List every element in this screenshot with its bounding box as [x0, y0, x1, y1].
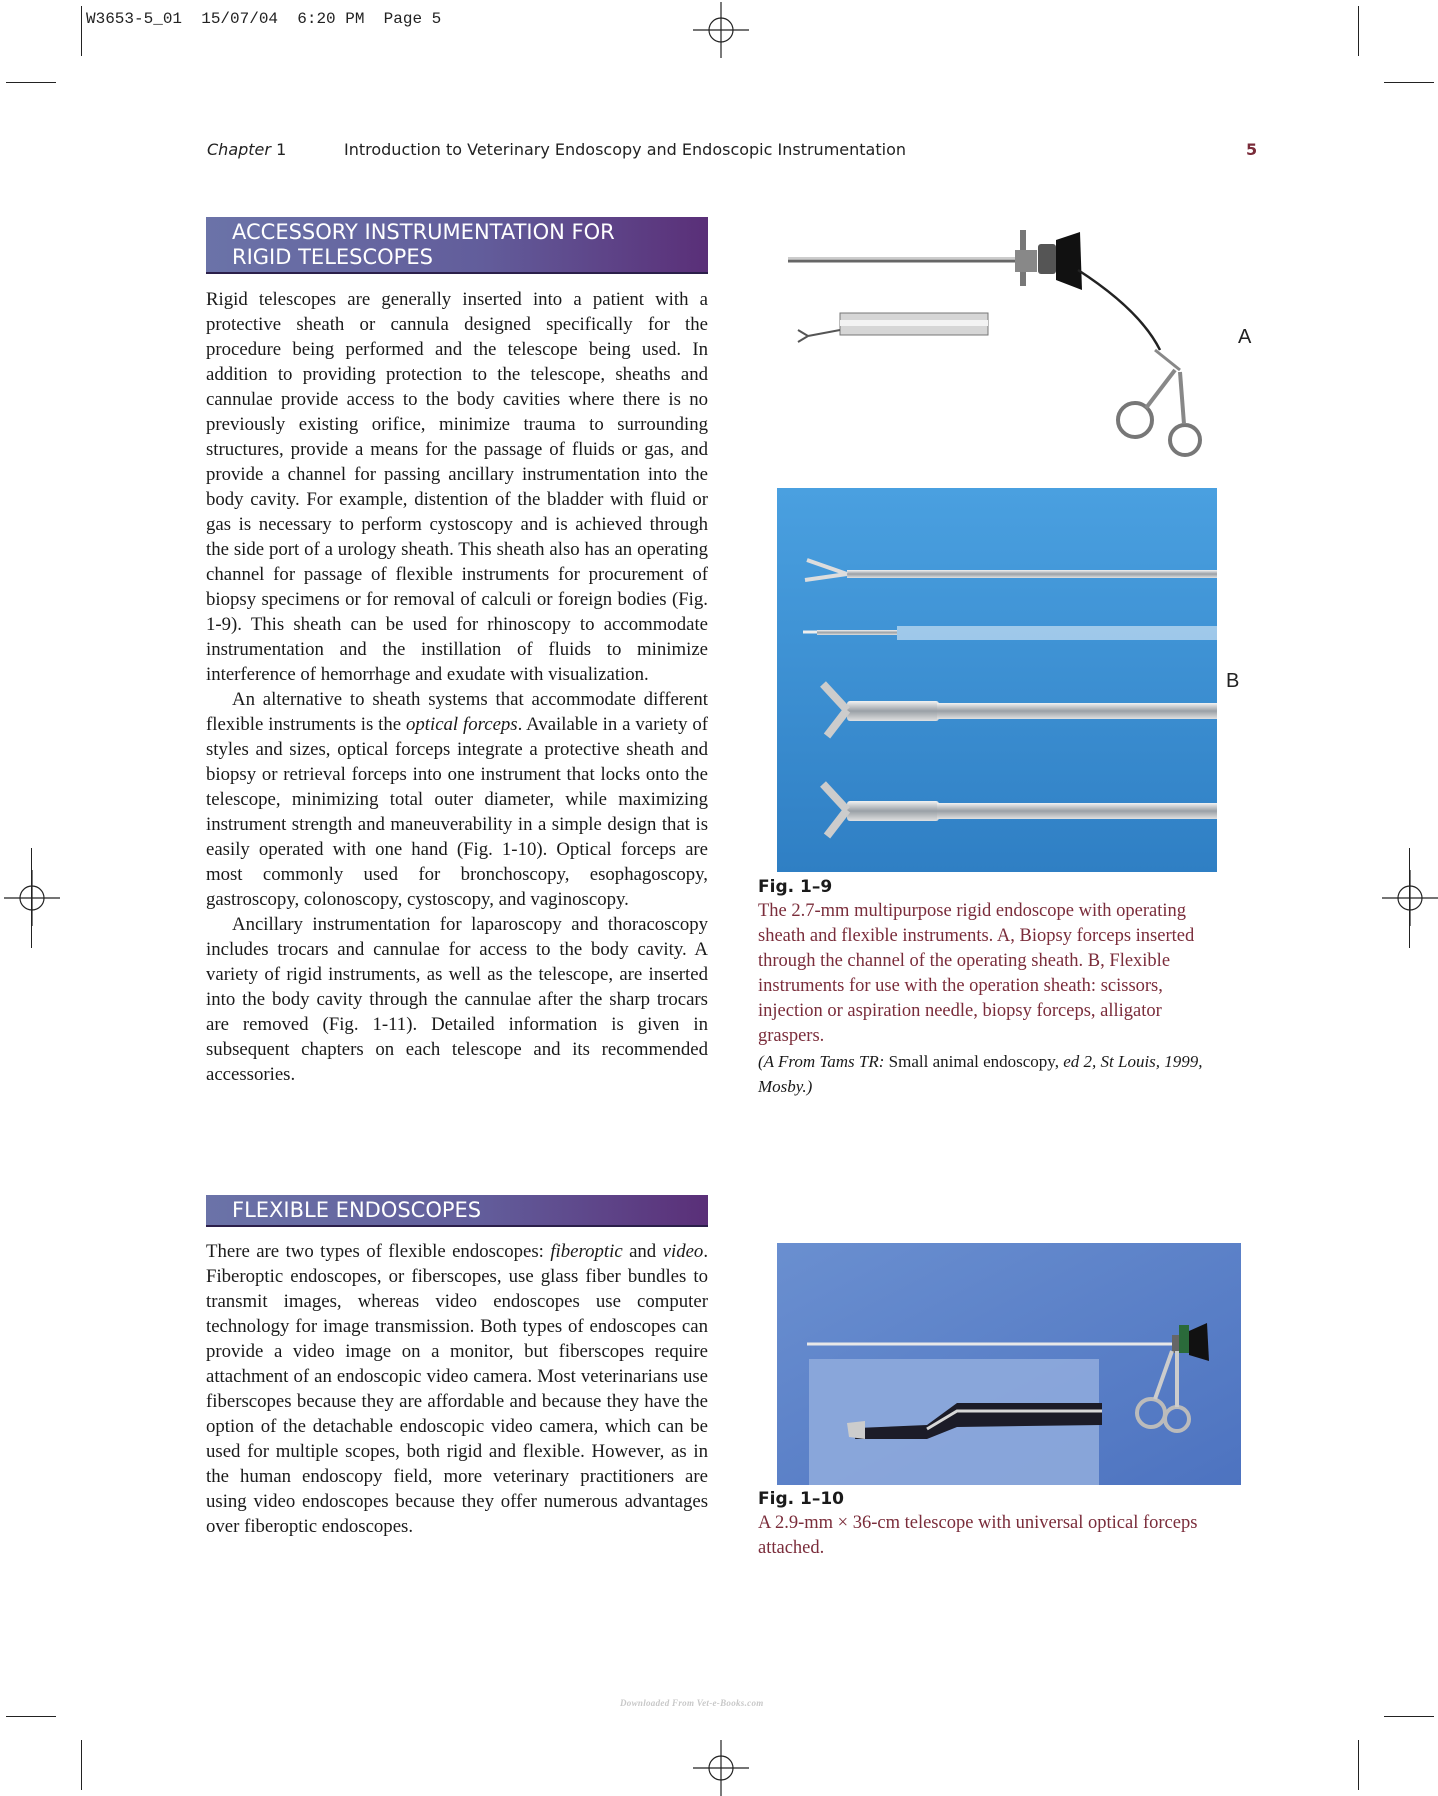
- figure-caption-text: The 2.7-mm multipurpose rigid endoscope with operating sheath and flexible instruments. A, Biopsy forceps inserted through the channel of the operating sheath. B, Flexible instruments for use with the operation sheath: scissors, injection or aspiration needle, biopsy forceps, alligator graspers.: [758, 901, 1195, 1046]
- body-column-section1: [206, 287, 708, 1087]
- running-head-title: Introduction to Veterinary Endoscopy and Endoscopic Instrumentation: [344, 140, 906, 159]
- figure-label-b: B: [1226, 670, 1240, 692]
- section-heading-accessory: [206, 217, 708, 274]
- figure-label-a: A: [1238, 326, 1252, 348]
- heading-line: ACCESSORY INSTRUMENTATION FOR: [232, 220, 615, 244]
- citation-part: (A From Tams TR:: [758, 1052, 889, 1071]
- section-heading-flexible: [206, 1195, 708, 1227]
- figure-1-9-caption: [758, 877, 1213, 1099]
- figure-1-10-caption: [758, 1489, 1213, 1561]
- figure-caption-text: A 2.9-mm × 36-cm telescope with universal optical forceps attached.: [758, 1513, 1198, 1558]
- running-head-chapter: [207, 140, 286, 159]
- crop-mark: [31, 848, 32, 948]
- crop-mark: [1384, 82, 1434, 83]
- paragraph: [206, 1239, 708, 1539]
- crop-mark: [1358, 6, 1359, 56]
- text-run: An alternative to sheath systems that accommodate different flexible instruments is the: [206, 689, 708, 735]
- paragraph: Rigid telescopes are generally inserted into a patient with a protective sheath or cannula designed specifically for the procedure being performed and the telescope being used. In addition to providing protection to the telescope, sheaths and cannulae provide access to the body cavities where there is no previously existing orifice, minimize trauma to surrounding structures, provide a means for the passage of fluids or gas, and provide a channel for passing ancillary instrumentation into the body cavity. For example, distention of the bladder with fluid or gas is necessary to perform cystoscopy and is achieved through the side port of a urology sheath. This sheath also has an operating channel for passage of flexible instruments for procurement of biopsy specimens or for removal of calculi or foreign bodies (Fig. 1-9). This sheath can be used for rhinoscopy to accommodate instrumentation and the instillation of fluids to minimize interference of hemorrhage and exudate with visualization.: [206, 289, 708, 685]
- italic-term: fiberoptic: [550, 1241, 623, 1262]
- figure-heading: Fig. 1–9: [758, 877, 833, 897]
- crop-mark: [81, 6, 82, 56]
- text-run: and: [622, 1241, 663, 1262]
- paragraph: [206, 687, 708, 912]
- crop-mark: [1409, 848, 1410, 948]
- registration-mark: [1382, 870, 1438, 926]
- crop-mark: [81, 1740, 82, 1790]
- citation-book-title: Small animal endoscopy,: [888, 1052, 1059, 1071]
- text-run: There are two types of flexible endoscopes:: [206, 1241, 551, 1262]
- page-number: 5: [1246, 140, 1258, 159]
- chapter-word: Chapter: [207, 140, 271, 159]
- crop-mark: [6, 1716, 56, 1717]
- watermark-text: Downloaded From Vet-e-Books.com: [620, 1698, 764, 1708]
- print-slug: W3653-5_01 15/07/04 6:20 PM Page 5: [86, 10, 442, 28]
- heading-line: FLEXIBLE ENDOSCOPES: [232, 1198, 482, 1222]
- crop-mark: [1384, 1716, 1434, 1717]
- figure-1-9b-instruments-photo: [777, 488, 1217, 872]
- crop-mark: [1358, 1740, 1359, 1790]
- chapter-number: 1: [276, 140, 287, 159]
- heading-line: RIGID TELESCOPES: [232, 245, 433, 269]
- figure-heading: Fig. 1–10: [758, 1489, 844, 1509]
- citation-part: ed 2, St Louis, 1999, Mosby.): [758, 1052, 1203, 1096]
- italic-term: optical forceps: [405, 714, 518, 735]
- figure-1-10-telescope-photo: [777, 1243, 1241, 1485]
- body-column-section2: [206, 1239, 708, 1539]
- italic-term: video: [662, 1241, 704, 1262]
- figure-1-9a-endoscope-photo: [780, 210, 1240, 470]
- paragraph: Ancillary instrumentation for laparoscopy and thoracoscopy includes trocars and cannulae for access to the body cavity. A variety of rigid instruments, as well as the telescope, are inserted into the body cavity through the cannulae after the sharp trocars are removed (Fig. 1-11). Detailed information is given in subsequent chapters on each telescope and its recommended accessories.: [206, 914, 708, 1085]
- text-run: . Fiberoptic endoscopes, or fiberscopes, use glass fiber bundles to transmit images, whereas video endoscopes use computer technology for image transmission. Both types of endoscopes can provide a video image on a monitor, but fiberscopes require attachment of an endoscopic video camera. Most veterinarians use fiberscopes because they are affordable and because they have the option of the detachable endoscopic video camera, which can be used for multiple scopes, both rigid and flexible. However, as in the human endoscopy field, more veterinary practitioners are using video endoscopes because they offer numerous advantages over fiberoptic endoscopes.: [206, 1241, 709, 1537]
- text-run: . Available in a variety of styles and sizes, optical forceps integrate a protective sheath and biopsy or retrieval forceps into one instrument that locks onto the telescope, minimizing total outer diameter, while maximizing instrument strength and maneuverability in a simple design that is easily operated with one hand (Fig. 1-10). Optical forceps are most commonly used for bronchoscopy, esophagoscopy, gastroscopy, colonoscopy, cystoscopy, and vaginoscopy.: [206, 714, 709, 910]
- registration-mark: [4, 870, 60, 926]
- crop-mark: [6, 82, 56, 83]
- registration-mark: [693, 2, 749, 58]
- figure-citation: [758, 1049, 1213, 1099]
- registration-mark: [693, 1740, 749, 1796]
